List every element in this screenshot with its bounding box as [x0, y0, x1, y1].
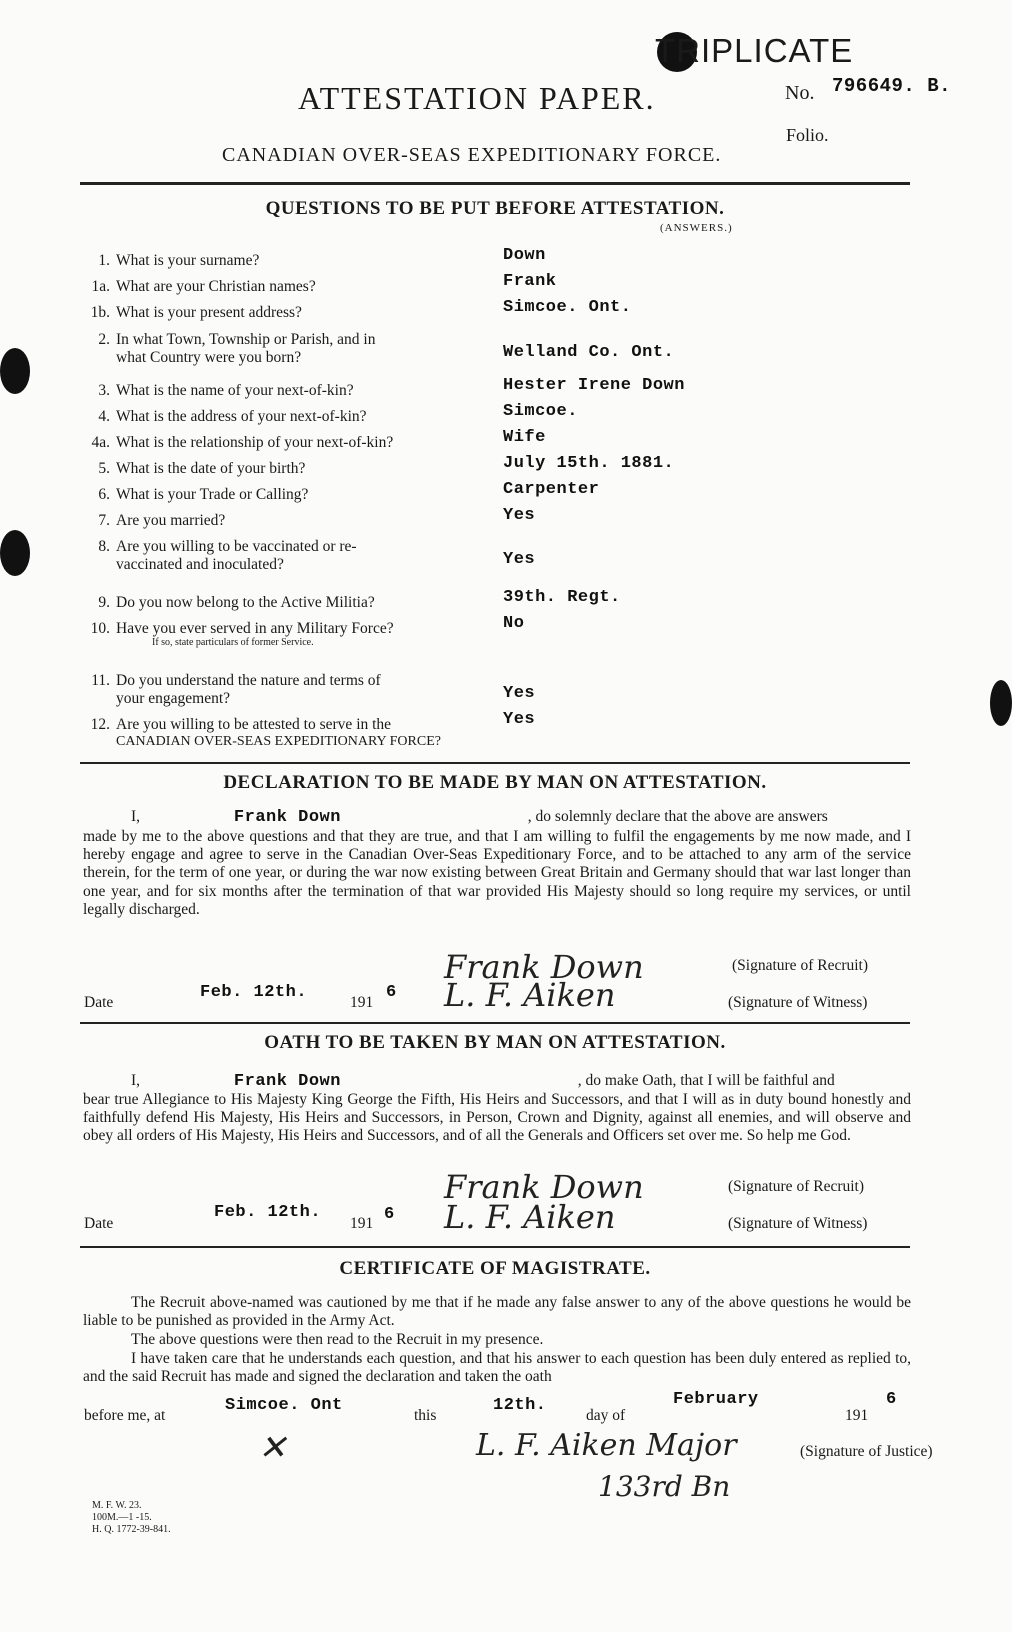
question-label: What is the date of your birth?: [116, 460, 306, 477]
document-title: ATTESTATION PAPER.: [298, 80, 656, 116]
answer-value: Yes: [503, 710, 536, 729]
question-number: 1b.: [90, 304, 110, 321]
certificate-year-digit: 6: [886, 1390, 897, 1409]
question-text: [78, 278, 316, 296]
certificate-paragraph-2: The above questions were then read to the Recruit in my presence.: [131, 1331, 544, 1348]
question-text: [78, 538, 357, 556]
question-label: What is the name of your next-of-kin?: [116, 382, 354, 399]
question-label: What is your present address?: [116, 304, 302, 321]
certificate-this-label: this: [414, 1407, 437, 1424]
answer-value: Yes: [503, 550, 536, 569]
answer-value: Welland Co. Ont.: [503, 343, 675, 362]
question-number: 3.: [98, 382, 110, 399]
question-text: [78, 460, 305, 478]
punch-hole-right: [990, 680, 1012, 726]
question-number: 5.: [98, 460, 110, 477]
certificate-heading: CERTIFICATE OF MAGISTRATE.: [339, 1258, 651, 1279]
question-label-continued: your engagement?: [116, 690, 231, 707]
question-number: 4a.: [91, 434, 110, 451]
question-label-continued: vaccinated and inoculated?: [116, 556, 284, 573]
declaration-i-label: I,: [131, 808, 141, 825]
certificate-paragraph-1: The Recruit above-named was cautioned by me that if he made any false answer to any of the above questions he would be liable to be punished as provided in the Army Act.: [83, 1294, 911, 1330]
answer-value: No: [503, 614, 525, 633]
answer-value: Simcoe. Ont.: [503, 298, 632, 317]
declaration-witness-signature: L. F. Aiken: [444, 976, 616, 1014]
oath-recruit-signature: Frank Down: [444, 1168, 644, 1206]
question-text: [78, 594, 375, 612]
justice-label: (Signature of Justice): [800, 1443, 933, 1460]
answer-value: Down: [503, 246, 546, 265]
answers-label: (ANSWERS.): [660, 222, 733, 234]
answer-value: Yes: [503, 506, 536, 525]
folio-label: Folio.: [786, 125, 829, 145]
justice-mark: ✕: [258, 1428, 287, 1468]
question-label-continued: what Country were you born?: [116, 349, 302, 366]
oath-recruit-label: (Signature of Recruit): [728, 1178, 865, 1195]
oath-rule: [80, 1246, 910, 1248]
justice-signature: L. F. Aiken Major: [476, 1428, 737, 1463]
answer-value: Frank: [503, 272, 557, 291]
declaration-recruit-signature: Frank Down: [444, 948, 644, 986]
question-label: In what Town, Township or Parish, and in: [116, 331, 376, 348]
certificate-day: 12th.: [493, 1396, 547, 1415]
question-text: [78, 252, 259, 270]
declaration-date: Feb. 12th.: [200, 983, 308, 1002]
oath-witness-signature: L. F. Aiken: [444, 1198, 616, 1236]
oath-date: Feb. 12th.: [214, 1203, 322, 1222]
certificate-paragraph-3: I have taken care that he understands each question, and that his answer to each question has been duly entered as replied to, and the said Recruit has made and signed the declaration and taken the oath: [83, 1350, 911, 1386]
declaration-date-label: Date: [84, 994, 114, 1011]
answer-value: Hester Irene Down: [503, 376, 685, 395]
question-label: Have you ever served in any Military Force?: [116, 620, 394, 637]
footer-line-1: M. F. W. 23.: [92, 1500, 142, 1511]
question-text: [78, 716, 391, 734]
declaration-heading: DECLARATION TO BE MADE BY MAN ON ATTESTATION.: [223, 772, 767, 793]
oath-date-label: Date: [84, 1215, 114, 1232]
declaration-recruit-label: (Signature of Recruit): [732, 957, 869, 974]
footer-line-2: 100M.—1 -15.: [92, 1512, 152, 1523]
questions-heading: QUESTIONS TO BE PUT BEFORE ATTESTATION.: [265, 198, 725, 219]
questions-rule: [80, 762, 910, 764]
question-label: What are your Christian names?: [116, 278, 316, 295]
declaration-rule: [80, 1022, 910, 1024]
regimental-number: 796649. B.: [832, 75, 952, 97]
declaration-line1-end: , do solemnly declare that the above are answers: [527, 808, 828, 825]
question-label-continued: If so, state particulars of former Service.: [152, 637, 314, 648]
question-text: [78, 620, 394, 638]
punch-hole-left-1: [0, 348, 30, 394]
oath-first-line: [131, 1072, 911, 1091]
answer-value: Carpenter: [503, 480, 600, 499]
question-number: 2.: [98, 331, 110, 348]
document-subtitle: CANADIAN OVER-SEAS EXPEDITIONARY FORCE.: [222, 144, 722, 166]
question-number: 4.: [98, 408, 110, 425]
declaration-recruit-name: Frank Down: [233, 808, 341, 827]
question-label: Are you married?: [116, 512, 226, 529]
oath-line1-end: , do make Oath, that I will be faithful and: [577, 1072, 835, 1089]
question-text: [78, 408, 367, 426]
declaration-year-digit: 6: [386, 983, 397, 1002]
question-label: Do you now belong to the Active Militia?: [116, 594, 375, 611]
stamp-label: TRIPLICATE: [655, 32, 854, 69]
question-label: What is the relationship of your next-of-kin?: [116, 434, 394, 451]
question-number: 12.: [90, 716, 110, 733]
question-number: 1.: [98, 252, 110, 269]
question-number: 9.: [98, 594, 110, 611]
oath-year-prefix: 191: [350, 1215, 374, 1232]
question-number: 8.: [98, 538, 110, 555]
oath-i-label: I,: [131, 1072, 141, 1089]
question-number: 10.: [90, 620, 110, 637]
question-label-continued: CANADIAN OVER-SEAS EXPEDITIONARY FORCE?: [116, 734, 441, 749]
certificate-day-label: day of: [586, 1407, 626, 1424]
answer-value: July 15th. 1881.: [503, 454, 675, 473]
oath-recruit-name: Frank Down: [233, 1072, 341, 1091]
question-label: What is the address of your next-of-kin?: [116, 408, 367, 425]
question-label: Do you understand the nature and terms of: [116, 672, 381, 689]
certificate-month: February: [673, 1390, 759, 1409]
number-label: No.: [785, 82, 815, 104]
punch-hole-left-2: [0, 530, 30, 576]
answer-value: Yes: [503, 684, 536, 703]
question-text: [78, 486, 308, 504]
answer-value: 39th. Regt.: [503, 588, 621, 607]
question-label: What is your surname?: [116, 252, 260, 269]
answer-value: Simcoe.: [503, 402, 578, 421]
header-rule: [80, 182, 910, 185]
question-number: 1a.: [91, 278, 110, 295]
certificate-before-label: before me, at: [84, 1407, 166, 1424]
question-number: 7.: [98, 512, 110, 529]
oath-witness-label: (Signature of Witness): [728, 1215, 868, 1232]
footer-line-3: H. Q. 1772-39-841.: [92, 1524, 171, 1535]
question-text: [78, 672, 381, 690]
oath-heading: OATH TO BE TAKEN BY MAN ON ATTESTATION.: [264, 1032, 726, 1053]
oath-year-digit: 6: [384, 1205, 395, 1224]
question-label: What is your Trade or Calling?: [116, 486, 309, 503]
question-label: Are you willing to be vaccinated or re-: [116, 538, 357, 555]
question-number: 11.: [91, 672, 110, 689]
question-text: [78, 382, 354, 400]
declaration-witness-label: (Signature of Witness): [728, 994, 868, 1011]
question-text: [78, 434, 393, 452]
oath-text: bear true Allegiance to His Majesty King George the Fifth, His Heirs and Successors, and that I will as in duty bound honestly and faithfully defend His Majesty, His Heirs and Successors, in Person, Crown and Dignity, against all enemies, and will observe and obey all orders of His Majesty, His Heirs and Successors, and of all the Generals and Officers set over me. So help me God.: [83, 1091, 911, 1145]
answer-value: Wife: [503, 428, 546, 447]
question-label: Are you willing to be attested to serve in the: [116, 716, 392, 733]
question-text: [78, 512, 225, 530]
declaration-year-prefix: 191: [350, 994, 374, 1011]
question-text: [78, 304, 302, 322]
question-number: 6.: [98, 486, 110, 503]
unit-note: 133rd Bn: [598, 1470, 731, 1503]
question-text: [78, 331, 375, 349]
declaration-first-line: [131, 808, 911, 827]
certificate-year-prefix: 191: [845, 1407, 869, 1424]
certificate-place: Simcoe. Ont: [225, 1396, 343, 1415]
declaration-text: made by me to the above questions and that they are true, and that I am willing to fulfil the engagements by me now made, and I hereby engage and agree to serve in the Canadian Over-Seas Expeditionary Force, and to be attached to any arm of the service therein, for the term of one year, or during the war now existing between Great Britain and Germany should that war last longer than one year, and for six months after the termination of that war provided His Majesty should so long require my services, or until legally discharged.: [83, 828, 911, 918]
